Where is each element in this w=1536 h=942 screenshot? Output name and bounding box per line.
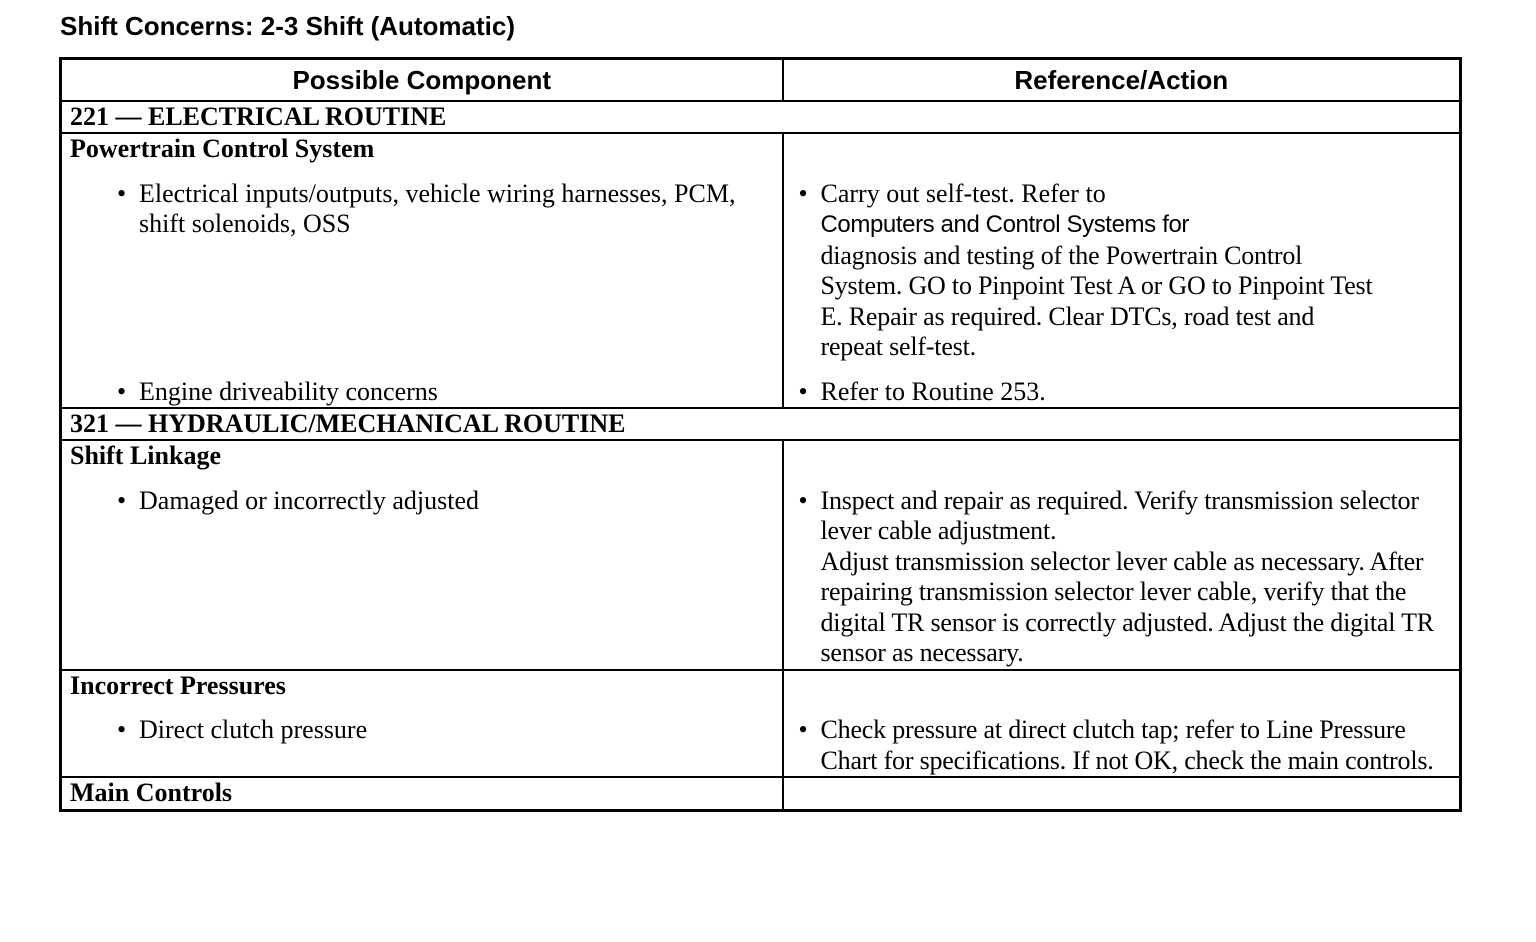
action-text: Carry out self-test. Refer to: [820, 178, 1106, 208]
action-text: diagnosis and testing of the Powertrain Control System. GO to Pinpoint Test A or GO to Pinpoint Test E. Repair as required. Clear DTCs, road test and repeat self-test.: [820, 240, 1373, 361]
action-text: Refer to Routine 253.: [820, 376, 1046, 406]
list-item: [792, 486, 1452, 669]
routine-heading: 321 — HYDRAULIC/MECHANICAL ROUTINE: [61, 408, 1461, 440]
table-row: [61, 133, 1461, 408]
bullet-icon: •: [117, 715, 127, 744]
group-title: Main Controls: [70, 778, 233, 807]
action-text: Inspect and repair as required. Verify transmission selector lever cable adjustment.: [820, 485, 1419, 545]
component-cell: [61, 777, 783, 810]
component-cell: [61, 670, 783, 778]
group-title: Powertrain Control System: [70, 134, 375, 163]
routine-heading: 221 — ELECTRICAL ROUTINE: [61, 101, 1461, 133]
bullet-icon: •: [798, 376, 808, 406]
component-text: Engine driveability concerns: [139, 376, 438, 406]
bullet-icon: •: [798, 715, 808, 744]
shift-concerns-table: [59, 57, 1462, 812]
bullet-icon: •: [117, 485, 127, 515]
list-item: [792, 715, 1452, 776]
bullet-icon: •: [798, 485, 808, 515]
bullet-icon: •: [117, 178, 127, 208]
routine-row-221: [61, 101, 1461, 133]
action-cell: [783, 133, 1461, 408]
bullet-icon: •: [117, 376, 127, 406]
action-text: Check pressure at direct clutch tap; refer to Line Pressure Chart for specifications. If not OK, check the main controls.: [820, 715, 1434, 775]
component-cell: [61, 440, 783, 670]
column-header-possible-component: Possible Component: [61, 59, 783, 102]
list-item: [70, 715, 774, 746]
routine-row-321: [61, 408, 1461, 440]
list-item: [792, 179, 1452, 363]
column-header-reference-action: Reference/Action: [783, 59, 1461, 102]
component-text: Direct clutch pressure: [139, 715, 368, 744]
table-row: [61, 440, 1461, 670]
group-title: Shift Linkage: [70, 441, 221, 470]
action-cell: [783, 440, 1461, 670]
list-item: [70, 377, 774, 408]
list-item: [70, 179, 774, 240]
page-title: Shift Concerns: 2-3 Shift (Automatic): [60, 11, 516, 41]
list-item: [792, 377, 1452, 408]
action-cell: [783, 670, 1461, 778]
component-text: Damaged or incorrectly adjusted: [139, 485, 480, 515]
table-row: [61, 777, 1461, 810]
table-header-row: [61, 59, 1461, 102]
bullet-icon: •: [798, 178, 808, 208]
component-text: Electrical inputs/outputs, vehicle wiring harnesses, PCM, shift solenoids, OSS: [139, 178, 736, 238]
list-item: [70, 486, 774, 517]
action-text: for: [1162, 211, 1190, 238]
manual-reference-link[interactable]: Computers and Control Systems: [820, 211, 1156, 238]
table-row: [61, 670, 1461, 778]
action-cell: [783, 777, 1461, 810]
group-title: Incorrect Pressures: [70, 670, 286, 700]
action-text: Adjust transmission selector lever cable as necessary. After repairing transmission selector lever cable, verify that the digital TR sensor is correctly adjusted. Adjust the digital TR sensor as necessary.: [820, 546, 1434, 667]
component-cell: [61, 133, 783, 408]
